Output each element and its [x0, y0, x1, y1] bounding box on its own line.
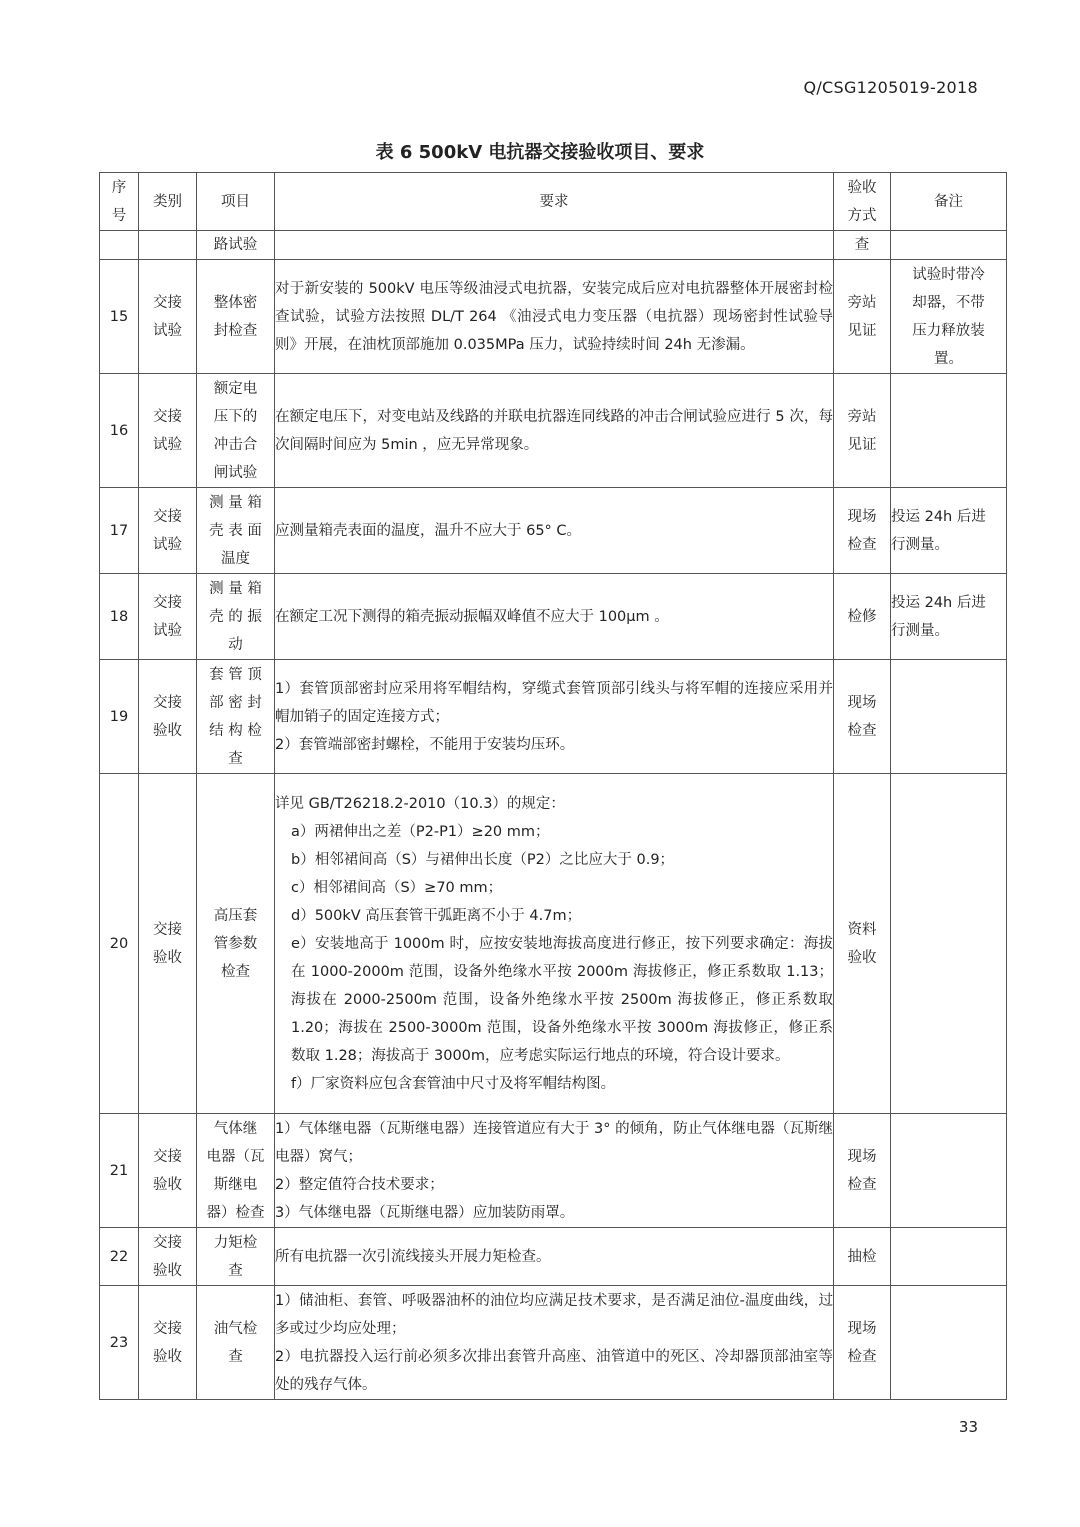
row-item-line: 压下的	[213, 408, 258, 425]
table-row	[100, 488, 1007, 574]
row-remark-line: 行测量。	[891, 622, 949, 639]
row-requirement-line: 2）套管端部密封螺栓，不能用于安装均压环。	[275, 736, 575, 753]
row-category-line: 交接	[153, 408, 182, 425]
row-requirement-line: 2）电抗器投入运行前必须多次排出套管升高座、油管道中的死区、冷却器顶部油室等处的残存气体。	[275, 1348, 833, 1393]
row-item-line: 结 构 检	[209, 722, 262, 739]
row-item-line: 封检查	[213, 322, 258, 339]
row-no-line: 22	[109, 1248, 129, 1265]
row-item-line: 部 密 封	[209, 694, 262, 711]
row-method	[834, 774, 891, 1114]
row-method	[834, 574, 891, 660]
row-category-line: 试验	[153, 622, 182, 639]
row-item-line: 测 量 箱	[209, 494, 262, 511]
row-method-line: 验收	[847, 949, 877, 966]
row-requirement-line: 应测量箱壳表面的温度，温升不应大于 65° C。	[275, 522, 582, 539]
row-category-line: 交接	[153, 594, 182, 611]
row-requirement-line: 在额定电压下，对变电站及线路的并联电抗器连同线路的冲击合闸试验应进行 5 次，每次间隔时间应为 5min ，应无异常现象。	[275, 408, 833, 453]
document-code: Q/CSG1205019-2018	[803, 78, 978, 97]
row-remark	[891, 1114, 1007, 1228]
row-remark	[891, 374, 1007, 488]
row-requirement	[275, 660, 834, 774]
row-remark-line: 却器，不带	[912, 294, 985, 311]
row-no	[100, 660, 139, 774]
table-row	[100, 660, 1007, 774]
row-no	[100, 774, 139, 1114]
table-row	[100, 374, 1007, 488]
row-method	[834, 1228, 891, 1286]
row-method-line: 见证	[847, 436, 877, 453]
row-requirement-line: e）安装地高于 1000m 时，应按安装地海拔高度进行修正，按下列要求确定：海拔在 1000-2000m 范围，设备外绝缘水平按 2000m 海拔修正，修正系数取 1.13；海拔在 2000-2500m 范围，设备外绝缘水平按 2500m 海拔修正，修正系数取 1.20；海拔在 2500-3000m 范围，设备外绝缘水平按 3000m 海拔修正，修正系数取 1.28；海拔高于 3000m，应考虑实际运行地点的环境，符合设计要求。	[291, 935, 833, 1064]
row-category	[139, 1114, 197, 1228]
row-method-line: 旁站	[847, 294, 877, 311]
row-item-line: 套 管 顶	[209, 666, 262, 683]
row-requirement-line: 在额定工况下测得的箱壳振动振幅双峰值不应大于 100μm 。	[275, 608, 669, 625]
row-item-line: 查	[228, 1348, 243, 1365]
row-category-line: 交接	[153, 1320, 182, 1337]
row-item-line: 器）检查	[206, 1204, 265, 1221]
row-no	[100, 1286, 139, 1400]
row-item-line: 查	[228, 750, 243, 767]
row-category-line: 交接	[153, 921, 182, 938]
row-requirement-line: 2）整定值符合技术要求；	[275, 1176, 444, 1193]
row-category	[139, 574, 197, 660]
row-method-line: 抽检	[847, 1248, 877, 1265]
row-method-line: 检查	[847, 1348, 877, 1365]
row-no-line: 21	[109, 1162, 129, 1179]
row-method-line: 现场	[847, 694, 877, 711]
row-category-line: 试验	[153, 322, 182, 339]
row-method	[834, 488, 891, 574]
row-requirement	[275, 260, 834, 374]
continued-row	[100, 231, 1007, 260]
row-method-line: 现场	[847, 508, 877, 525]
header-no: 序 号	[100, 173, 139, 231]
row-category-line: 试验	[153, 436, 182, 453]
row-method-line: 检查	[847, 722, 877, 739]
row-requirement-line: 1）套管顶部密封应采用将军帽结构，穿缆式套管顶部引线头与将军帽的连接应采用并帽加销子的固定连接方式；	[275, 680, 833, 725]
row-remark-line: 投运 24h 后进	[891, 508, 986, 525]
row-item	[197, 660, 275, 774]
row-item-line: 壳 的 振	[209, 608, 262, 625]
row-method	[834, 660, 891, 774]
row-category	[139, 488, 197, 574]
header-category: 类别	[139, 173, 197, 231]
row-requirement	[275, 1228, 834, 1286]
row-requirement-line: 所有电抗器一次引流线接头开展力矩检查。	[275, 1248, 551, 1265]
header-requirement: 要求	[275, 173, 834, 231]
row-requirement-line: 1）气体继电器（瓦斯继电器）连接管道应有大于 3° 的倾角，防止气体继电器（瓦斯继电器）窝气；	[275, 1120, 833, 1165]
row-category	[139, 1286, 197, 1400]
row-no-line: 17	[109, 522, 129, 539]
row-method	[834, 1114, 891, 1228]
row-method-line: 旁站	[847, 408, 877, 425]
row-item-line: 温度	[221, 550, 250, 567]
row-requirement-line: c）相邻裙间高（S）≥70 mm；	[291, 879, 503, 896]
header-item: 项目	[197, 173, 275, 231]
row-requirement-line: f）厂家资料应包含套管油中尺寸及将军帽结构图。	[291, 1075, 616, 1092]
page-number: 33	[958, 1418, 978, 1436]
row-item-line: 测 量 箱	[209, 580, 262, 597]
row-no	[100, 374, 139, 488]
row-requirement-line: 对于新安装的 500kV 电压等级油浸式电抗器，安装完成后应对电抗器整体开展密封检查试验，试验方法按照 DL/T 264 《油浸式电力变压器（电抗器）现场密封性试验导则》开展，在油枕顶部施加 0.035MPa 压力，试验持续时间 24h 无渗漏。	[275, 280, 833, 353]
table-row	[100, 574, 1007, 660]
row-requirement	[275, 574, 834, 660]
row-remark	[891, 1228, 1007, 1286]
row-item-line: 油气检	[213, 1320, 258, 1337]
row-no-line: 23	[109, 1334, 129, 1351]
table-row	[100, 1286, 1007, 1400]
row-category-line: 交接	[153, 694, 182, 711]
row-remark	[891, 488, 1007, 574]
table-row	[100, 1228, 1007, 1286]
row-requirement	[275, 774, 834, 1114]
row-category	[139, 374, 197, 488]
row-no-line: 15	[109, 308, 129, 325]
row-item-line: 管参数	[213, 935, 258, 952]
row-item	[197, 260, 275, 374]
row-category	[139, 260, 197, 374]
row-item	[197, 1286, 275, 1400]
row-remark	[891, 574, 1007, 660]
row-no-line: 20	[109, 935, 129, 952]
row-item-line: 冲击合	[213, 436, 258, 453]
row-category	[139, 774, 197, 1114]
row-remark-line: 置。	[934, 350, 963, 367]
row-method-line: 检查	[847, 536, 877, 553]
row-remark-line: 行测量。	[891, 536, 949, 553]
row-no	[100, 574, 139, 660]
row-item-line: 检查	[221, 963, 250, 980]
row-category-line: 交接	[153, 508, 182, 525]
row-method	[834, 374, 891, 488]
row-requirement-line: 3）气体继电器（瓦斯继电器）应加装防雨罩。	[275, 1204, 575, 1221]
row-remark	[891, 1286, 1007, 1400]
row-requirement	[275, 374, 834, 488]
row-method-line: 检查	[847, 1176, 877, 1193]
row-category-line: 试验	[153, 536, 182, 553]
row-remark-line: 投运 24h 后进	[891, 594, 986, 611]
row-requirement-line: 1）储油柜、套管、呼吸器油杯的油位均应满足技术要求，是否满足油位-温度曲线，过多或过少均应处理；	[275, 1292, 833, 1337]
row-category-line: 验收	[153, 722, 182, 739]
row-no	[100, 1114, 139, 1228]
row-remark	[891, 660, 1007, 774]
row-method	[834, 1286, 891, 1400]
row-item	[197, 488, 275, 574]
row-requirement	[275, 1286, 834, 1400]
row-item-line: 额定电	[213, 380, 258, 397]
row-item-line: 壳 表 面	[209, 522, 262, 539]
row-category-line: 验收	[153, 1176, 182, 1193]
row-item-line: 整体密	[213, 294, 258, 311]
row-requirement-line: b）相邻裙间高（S）与裙伸出长度（P2）之比应大于 0.9；	[291, 851, 675, 868]
row-category-line: 验收	[153, 949, 182, 966]
row-category	[139, 1228, 197, 1286]
row-remark	[891, 260, 1007, 374]
row-category-line: 交接	[153, 294, 182, 311]
row-item-line: 动	[228, 636, 243, 653]
row-item	[197, 1228, 275, 1286]
row-category-line: 交接	[153, 1148, 182, 1165]
row-no-line: 18	[109, 608, 129, 625]
table-row	[100, 1114, 1007, 1228]
row-item	[197, 1114, 275, 1228]
acceptance-table	[99, 172, 1007, 1400]
table-title: 表 6 500kV 电抗器交接验收项目、要求	[375, 142, 705, 163]
row-item	[197, 374, 275, 488]
row-method-line: 检修	[847, 608, 877, 625]
row-item-line: 电器（瓦	[206, 1148, 265, 1165]
table-row	[100, 260, 1007, 374]
row-no	[100, 488, 139, 574]
row-category-line: 验收	[153, 1348, 182, 1365]
row-requirement-line: a）两裙伸出之差（P2-P1）≥20 mm；	[291, 823, 550, 840]
row-method	[834, 260, 891, 374]
row-item-line: 气体继	[213, 1120, 258, 1137]
row-method-line: 现场	[847, 1148, 877, 1165]
row-category-line: 交接	[153, 1234, 182, 1251]
row-requirement	[275, 488, 834, 574]
row-category	[139, 660, 197, 774]
row-no	[100, 1228, 139, 1286]
row-remark-line: 试验时带冷	[912, 266, 985, 283]
row-method-line: 现场	[847, 1320, 877, 1337]
row-remark-line: 压力释放装	[912, 322, 985, 339]
row-method-line: 资料	[847, 921, 877, 938]
row-item-line: 闸试验	[213, 464, 258, 481]
row-item-line: 查	[228, 1262, 243, 1279]
row-category-line: 验收	[153, 1262, 182, 1279]
row-no-line: 19	[109, 708, 129, 725]
header-method: 验收 方式	[834, 173, 891, 231]
row-requirement-line: 详见 GB/T26218.2-2010（10.3）的规定：	[275, 795, 565, 812]
row-item	[197, 774, 275, 1114]
row-item-line: 高压套	[213, 907, 258, 924]
table-header-row	[100, 173, 1007, 231]
row-remark	[891, 774, 1007, 1114]
table-row	[100, 774, 1007, 1114]
row-no	[100, 260, 139, 374]
header-remark: 备注	[891, 173, 1007, 231]
continued-method: 查	[834, 231, 891, 260]
row-item	[197, 574, 275, 660]
row-item-line: 力矩检	[213, 1234, 258, 1251]
continued-item: 路试验	[197, 231, 275, 260]
row-requirement	[275, 1114, 834, 1228]
row-requirement-line: d）500kV 高压套管干弧距离不小于 4.7m；	[291, 907, 582, 924]
row-no-line: 16	[109, 422, 129, 439]
row-method-line: 见证	[847, 322, 877, 339]
row-item-line: 斯继电	[213, 1176, 258, 1193]
